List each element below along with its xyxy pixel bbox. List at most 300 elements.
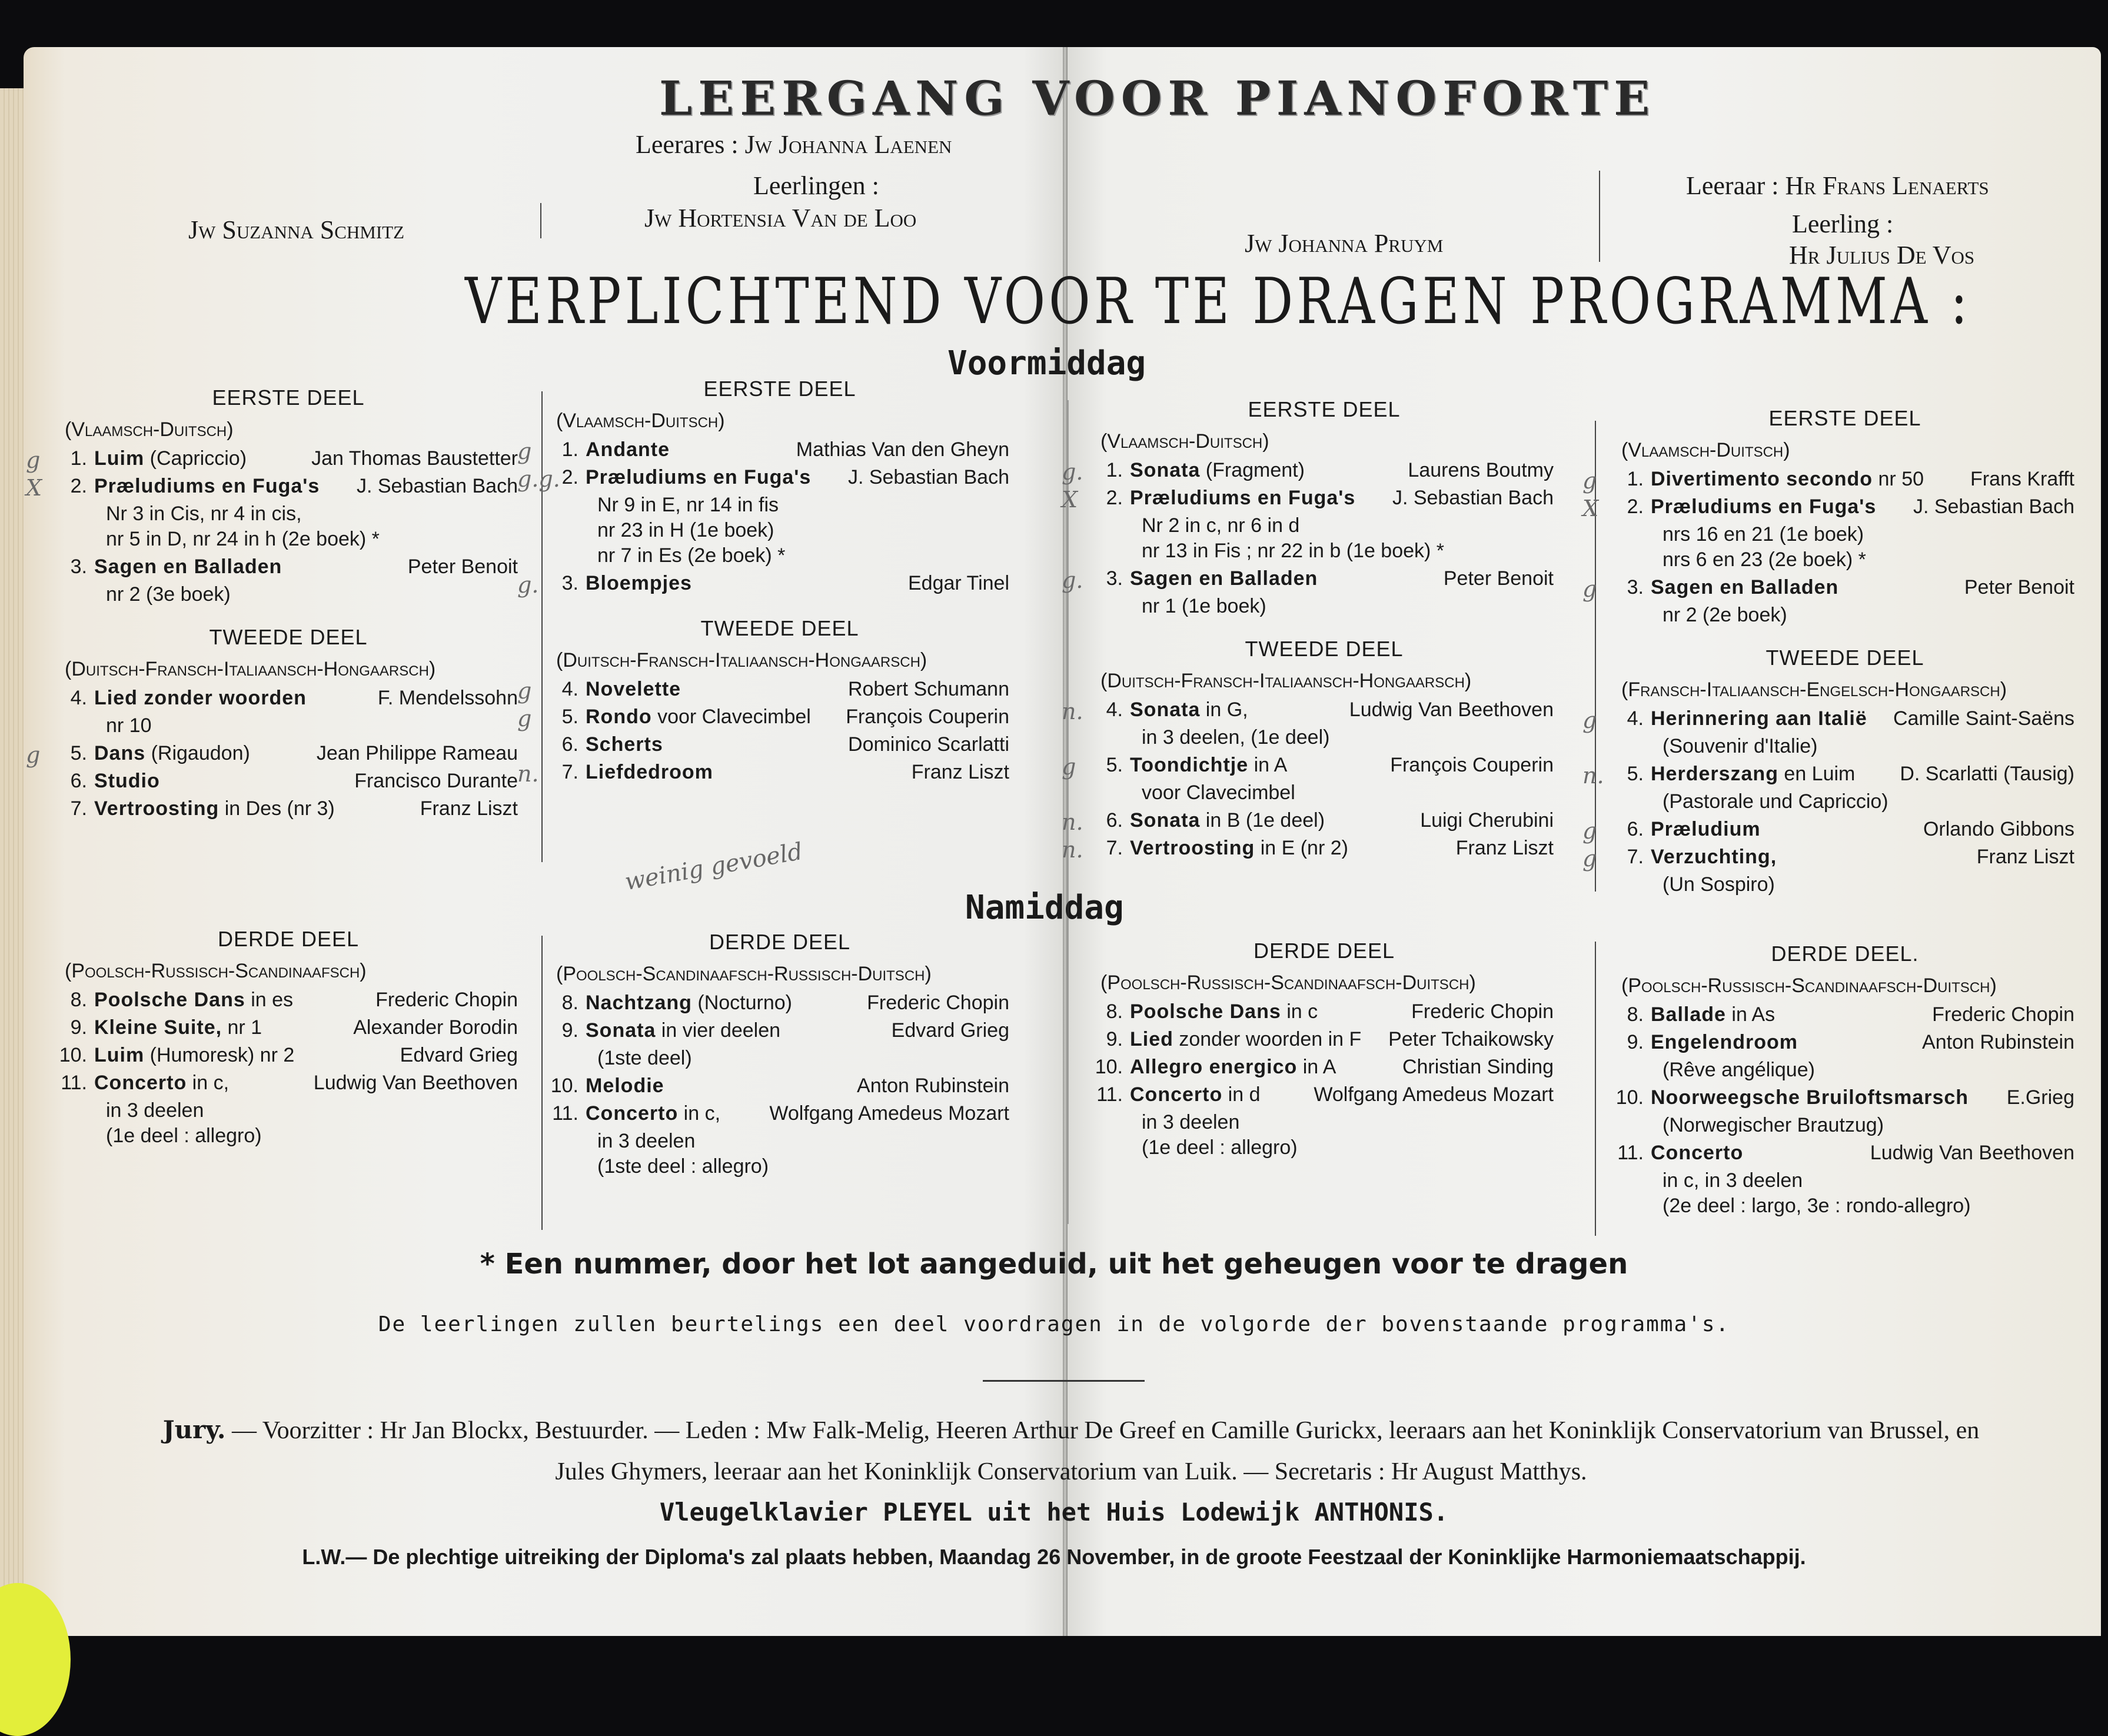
programme-item: [1095, 1000, 1554, 1023]
deel-heading: DERDE DEEL.: [1771, 942, 1919, 966]
item-title: Nachtzang: [586, 992, 692, 1014]
programme-column-1-eerste: [26, 385, 518, 825]
deel-heading: DERDE DEEL: [709, 930, 851, 954]
column-divider: [1595, 942, 1596, 1236]
item-number: 8.: [70, 989, 87, 1011]
item-detail: voor Clavecimbel: [1142, 781, 1295, 804]
item-composer: Camille Saint-Saëns: [1893, 707, 2074, 730]
item-detail: (1e deel : allegro): [1142, 1136, 1298, 1159]
deel-subheading: (Poolsch-Russisch-Scandinaafsch): [65, 960, 367, 982]
item-title: Sonata: [1130, 699, 1201, 721]
item-title: Lied: [1130, 1028, 1173, 1050]
item-composer: Edgar Tinel: [908, 572, 1009, 594]
item-number: 7.: [561, 761, 578, 783]
item-work: [1130, 809, 1420, 832]
item-composer: Franz Liszt: [1976, 846, 2074, 868]
item-title: Ballade: [1651, 1003, 1726, 1026]
item-composer: Anton Rubinstein: [1922, 1031, 2074, 1053]
item-title: Melodie: [586, 1075, 664, 1097]
item-work: [94, 770, 354, 793]
header-divider: [540, 203, 541, 238]
item-detail: nr 13 in Fis ; nr 22 in b (1e boek) *: [1142, 540, 1445, 562]
item-detail: nr 23 in H (1e boek): [597, 519, 774, 541]
item-work: [1651, 495, 1913, 518]
item-detail: in 3 deelen: [106, 1099, 204, 1122]
item-title: Herinnering aan Italië: [1651, 707, 1867, 730]
item-composer: Dominico Scarlatti: [848, 733, 1009, 756]
programme-item: [550, 1019, 1009, 1070]
programme-item: [1615, 1031, 2074, 1082]
item-composer: J. Sebastian Bach: [1392, 487, 1554, 509]
item-work: [94, 742, 317, 765]
item-title: Dans: [94, 742, 146, 764]
programme-item: [1615, 1003, 2074, 1026]
item-rest: (Capriccio): [144, 447, 247, 470]
item-title: Verzuchting,: [1651, 846, 1777, 868]
item-composer: D. Scarlatti (Tausig): [1900, 763, 2074, 785]
handwritten-mark: g: [517, 706, 532, 731]
item-detail: nrs 6 en 23 (2e boek) *: [1663, 548, 1866, 571]
item-composer: Frans Krafft: [1970, 468, 2074, 490]
item-title: Concerto: [1130, 1083, 1223, 1106]
item-number: 11.: [552, 1102, 578, 1125]
handwritten-mark: g: [517, 438, 532, 464]
deel-subheading: (Duitsch-Fransch-Italiaansch-Hongaarsch): [556, 649, 927, 671]
book-page-edges: [0, 88, 24, 1642]
item-title: Sonata: [1130, 809, 1201, 832]
item-number: 11.: [1096, 1083, 1123, 1106]
item-title: Sagen en Balladen: [1651, 576, 1839, 598]
item-detail: Nr 2 in c, nr 6 in d: [1142, 514, 1300, 537]
item-number: 6.: [1627, 818, 1644, 840]
item-composer: Anton Rubinstein: [857, 1075, 1009, 1097]
item-rest: (Humoresk) nr 2: [144, 1044, 295, 1066]
item-rest: in As: [1725, 1003, 1775, 1026]
programme-column-2-eerste: [517, 377, 1009, 789]
deel-heading: EERSTE DEEL: [212, 385, 365, 410]
item-work: [1651, 1003, 1932, 1026]
item-composer: Wolfgang Amedeus Mozart: [769, 1102, 1009, 1125]
programme-item: [59, 556, 518, 606]
item-composer: Mathias Van den Gheyn: [796, 438, 1009, 461]
item-title: Herderszang: [1651, 763, 1778, 785]
item-work: [586, 992, 867, 1015]
item-work: [1651, 846, 1977, 869]
handwritten-mark: g: [26, 447, 41, 473]
pupil-4: Hr Julius De Vos: [1789, 241, 1975, 270]
lw-note: L.W.— De plechtige uitreiking der Diploma's zal plaats hebben, Maandag 26 November, in de groote Feestzaal der Koninklijke Harmoniemaatschappij.: [302, 1545, 1806, 1569]
item-number: 6.: [561, 733, 578, 756]
item-detail: (1e deel : allegro): [106, 1125, 262, 1147]
item-title: Vertroosting: [94, 797, 220, 820]
item-composer: Franz Liszt: [911, 761, 1009, 783]
item-rest: zonder woorden in F: [1173, 1028, 1362, 1050]
item-number: 2.: [70, 475, 87, 497]
item-number: 6.: [1106, 809, 1123, 832]
deel-heading: TWEEDE DEEL: [209, 625, 368, 649]
programme-item: [1062, 459, 1554, 485]
programme-item: [59, 687, 518, 737]
deel-heading: TWEEDE DEEL: [1245, 637, 1404, 661]
item-title: Sonata: [586, 1019, 656, 1042]
item-number: 9.: [1627, 1031, 1644, 1053]
item-number: 6.: [70, 770, 87, 792]
item-rest: in E (nr 2): [1255, 837, 1348, 859]
handwritten-note: weinig gevoeld: [623, 837, 805, 896]
deel-heading: TWEEDE DEEL: [1765, 646, 1924, 670]
handwritten-mark: g.: [1062, 567, 1083, 593]
item-work: [1130, 567, 1444, 590]
programme-item: [1582, 468, 2074, 494]
item-number: 8.: [1106, 1000, 1123, 1023]
item-work: [1130, 837, 1456, 860]
handwritten-mark: g.: [517, 572, 539, 598]
item-composer: Franz Liszt: [420, 797, 518, 820]
item-number: 5.: [561, 706, 578, 728]
handwritten-mark: g: [1062, 754, 1076, 780]
item-title: Liefdedroom: [586, 761, 713, 783]
item-composer: Frederic Chopin: [375, 989, 518, 1011]
item-title: Poolsche Dans: [1130, 1000, 1281, 1023]
item-detail: nrs 16 en 21 (1e boek): [1663, 523, 1864, 546]
teacher-1-name: Jw Johanna Laenen: [744, 130, 952, 159]
item-number: 4.: [70, 687, 87, 709]
programme-item: [59, 1016, 518, 1039]
handwritten-mark: n.: [1062, 809, 1083, 835]
handwritten-mark: g: [26, 742, 41, 768]
item-work: [586, 678, 848, 701]
item-title: Luim: [94, 447, 145, 470]
deel-heading: EERSTE DEEL: [1248, 397, 1401, 421]
teacher-2-name: Hr Frans Lenaerts: [1785, 171, 1989, 200]
handwritten-mark: n.: [1062, 837, 1083, 863]
item-number: 7.: [1627, 846, 1644, 868]
item-number: 7.: [1106, 837, 1123, 859]
programme-item: [1582, 763, 2074, 813]
item-rest: (Rigaudon): [145, 742, 250, 764]
item-composer: Peter Benoit: [1964, 576, 2074, 598]
afternoon-heading: Namiddag: [965, 889, 1124, 927]
item-composer: Robert Schumann: [847, 678, 1009, 700]
item-work: [1651, 468, 1970, 491]
handwritten-mark: n.: [1062, 699, 1083, 724]
item-number: 3.: [561, 572, 578, 594]
deel-heading: TWEEDE DEEL: [700, 616, 859, 640]
item-title: Præludiums en Fuga's: [94, 475, 320, 497]
pupil-1: Jw Suzanna Schmitz: [188, 215, 405, 244]
spacer: [550, 600, 1009, 616]
programme-column-1-derde: [59, 927, 518, 1150]
deel-subheading: (Poolsch-Scandinaafsch-Russisch-Duitsch): [556, 963, 932, 985]
pupil-3: Jw Johanna Pruym: [1245, 229, 1444, 258]
item-title: Engelendroom: [1651, 1031, 1798, 1053]
programme-item: [517, 761, 1009, 787]
item-number: 10.: [1615, 1086, 1644, 1109]
item-work: [586, 438, 796, 461]
programme-item: [1095, 1083, 1554, 1159]
programme-item: [550, 1102, 1009, 1178]
programme-item: [26, 475, 518, 551]
item-composer: Frederic Chopin: [867, 992, 1009, 1014]
item-composer: Edvard Grieg: [891, 1019, 1009, 1042]
column-divider: [541, 936, 543, 1230]
document-title: LEERGANG VOOR PIANOFORTE: [659, 71, 1656, 126]
item-detail: in 3 deelen: [597, 1130, 696, 1152]
item-composer: Ludwig Van Beethoven: [313, 1072, 518, 1094]
item-work: [1651, 1086, 2007, 1109]
handwritten-mark: g: [1582, 707, 1597, 733]
item-composer: Alexander Borodin: [353, 1016, 518, 1039]
item-composer: Ludwig Van Beethoven: [1870, 1142, 2074, 1164]
item-number: 11.: [61, 1072, 87, 1094]
item-composer: E.Grieg: [2006, 1086, 2074, 1109]
spacer: [1095, 620, 1554, 637]
programme-column-4-derde: [1615, 942, 2074, 1220]
programme-item: [1582, 846, 2074, 896]
item-title: Noorweegsche Bruiloftsmarsch: [1651, 1086, 1969, 1109]
item-work: [94, 1044, 400, 1067]
programme-item: [517, 572, 1009, 598]
item-work: [94, 1016, 353, 1039]
item-title: Sagen en Balladen: [1130, 567, 1318, 590]
item-detail: (Rêve angélique): [1663, 1059, 1815, 1081]
item-work: [1130, 459, 1408, 482]
item-rest: en Luim: [1778, 763, 1856, 785]
programme-item: [1062, 809, 1554, 835]
item-composer: Luigi Cherubini: [1420, 809, 1554, 832]
item-number: 8.: [561, 992, 578, 1014]
item-composer: Edvard Grieg: [400, 1044, 518, 1066]
item-composer: Franz Liszt: [1455, 837, 1554, 859]
programme-item: [517, 678, 1009, 704]
item-number: 7.: [70, 797, 87, 820]
item-title: Præludiums en Fuga's: [586, 466, 812, 488]
item-work: [586, 1075, 857, 1098]
item-composer: Laurens Boutmy: [1408, 459, 1554, 481]
item-work: [586, 761, 912, 784]
piano-note: Vleugelklavier PLEYEL uit het Huis Lodewijk ANTHONIS.: [659, 1498, 1449, 1527]
item-title: Luim: [94, 1044, 145, 1066]
programme-item: [1062, 567, 1554, 618]
handwritten-mark: X: [1062, 487, 1078, 513]
item-detail: (2e deel : largo, 3e : rondo-allegro): [1663, 1195, 1971, 1217]
deel-heading: EERSTE DEEL: [1768, 406, 1921, 430]
item-work: [94, 556, 408, 578]
item-number: 1.: [561, 438, 578, 461]
programme-item: [550, 992, 1009, 1015]
item-detail: nr 7 in Es (2e boek) *: [597, 544, 786, 567]
pupils-label-1: Leerlingen :: [753, 171, 879, 200]
item-number: 11.: [1617, 1142, 1644, 1164]
item-work: [94, 989, 375, 1012]
programme-item: [1582, 707, 2074, 758]
item-work: [94, 475, 357, 498]
deel-subheading: (Fransch-Italiaansch-Engelsch-Hongaarsch): [1621, 679, 2007, 701]
item-composer: Ludwig Van Beethoven: [1349, 699, 1554, 721]
spacer: [1615, 629, 2074, 646]
item-number: 1.: [70, 447, 87, 470]
item-rest: nr 1: [222, 1016, 262, 1039]
pupil-2: Jw Hortensia Van de Loo: [644, 204, 917, 232]
programme-item: [1582, 495, 2074, 571]
item-detail: (Un Sospiro): [1663, 873, 1775, 896]
item-number: 3.: [1627, 576, 1644, 598]
item-number: 4.: [1106, 699, 1123, 721]
item-work: [1130, 754, 1390, 777]
item-title: Concerto: [586, 1102, 679, 1125]
item-title: Præludiums en Fuga's: [1130, 487, 1356, 509]
item-title: Lied zonder woorden: [94, 687, 307, 709]
programme-item: [59, 1072, 518, 1148]
item-number: 2.: [1106, 487, 1123, 509]
item-number: 9.: [70, 1016, 87, 1039]
item-rest: nr 50: [1873, 468, 1924, 490]
jury-text: — Voorzitter : Hr Jan Blockx, Bestuurder. — Leden : Mw Falk-Melig, Heeren Arthur De Greef en Camille Gurickx, leeraars aan het Koninklijk Conservatorium van Brussel, en Jules Ghymers, leeraar aan het Koninklijk Conservatorium van Luik. — Secretaris : Hr August Matthys.: [232, 1417, 1980, 1485]
item-work: [586, 706, 846, 729]
programme-item: [1582, 818, 2074, 844]
divider-rule: [983, 1380, 1145, 1382]
teacher-1: [636, 129, 952, 159]
item-number: 4.: [561, 678, 578, 700]
programme-item: [59, 1044, 518, 1067]
item-work: [1130, 487, 1392, 510]
handwritten-mark: g.: [1062, 459, 1083, 485]
jury-label: Jury.: [162, 1415, 226, 1444]
programme-item: [1062, 487, 1554, 563]
deel-subheading: (Duitsch-Fransch-Italiaansch-Hongaarsch): [1100, 670, 1472, 692]
item-work: [586, 1102, 769, 1125]
item-work: [1130, 1000, 1411, 1023]
item-rest: in G,: [1200, 699, 1248, 721]
deel-subheading: (Duitsch-Fransch-Italiaansch-Hongaarsch): [65, 658, 436, 680]
item-detail: (Norwegischer Brautzug): [1663, 1114, 1884, 1136]
item-composer: Frederic Chopin: [1411, 1000, 1554, 1023]
item-composer: Wolfgang Amedeus Mozart: [1314, 1083, 1554, 1106]
item-detail: in 3 deelen, (1e deel): [1142, 726, 1330, 749]
handwritten-mark: g: [517, 678, 532, 704]
item-rest: in c,: [678, 1102, 721, 1125]
handwritten-mark: g: [1582, 576, 1597, 602]
item-number: 2.: [561, 466, 578, 488]
handwritten-mark: n.: [517, 761, 539, 787]
handwritten-mark: X: [1582, 495, 1599, 521]
item-title: Sonata: [1130, 459, 1201, 481]
item-title: Poolsche Dans: [94, 989, 245, 1011]
spacer: [59, 608, 518, 625]
deel-subheading: (Vlaamsch-Duitsch): [1621, 439, 1790, 461]
item-work: [586, 733, 848, 756]
item-detail: in c, in 3 deelen: [1663, 1169, 1803, 1192]
item-composer: François Couperin: [1390, 754, 1554, 776]
header-divider: [1599, 171, 1600, 262]
item-number: 9.: [561, 1019, 578, 1042]
programme-column-3-derde: [1095, 939, 1554, 1162]
pupils-label-2: Leerling :: [1792, 209, 1894, 238]
item-composer: Orlando Gibbons: [1923, 818, 2074, 840]
teacher-2-label: Leeraar :: [1686, 171, 1779, 200]
item-detail: nr 2 (2e boek): [1663, 604, 1787, 626]
item-title: Rondo: [586, 706, 652, 728]
item-number: 3.: [70, 556, 87, 578]
programme-item: [1615, 1142, 2074, 1218]
item-rest: (Nocturno): [691, 992, 792, 1014]
programme-column-3-eerste: [1062, 397, 1554, 864]
deel-subheading: (Poolsch-Russisch-Scandinaafsch-Duitsch): [1621, 975, 1997, 997]
handwritten-mark: n.: [1582, 763, 1604, 789]
programme-item: [59, 797, 518, 820]
item-composer: Christian Sinding: [1402, 1056, 1554, 1078]
handwritten-mark: g.g.: [517, 466, 560, 492]
item-number: 9.: [1106, 1028, 1123, 1050]
item-composer: Jean Philippe Rameau: [316, 742, 518, 764]
item-composer: Peter Tchaikowsky: [1388, 1028, 1554, 1050]
item-title: Vertroosting: [1130, 837, 1255, 859]
item-rest: voor Clavecimbel: [651, 706, 811, 728]
item-title: Concerto: [94, 1072, 187, 1094]
programme-item: [517, 706, 1009, 731]
item-detail: nr 5 in D, nr 24 in h (2e boek) *: [106, 528, 380, 550]
item-work: [1130, 1028, 1388, 1051]
item-rest: (Fragment): [1200, 459, 1305, 481]
item-composer: F. Mendelssohn: [377, 687, 518, 709]
item-title: Kleine Suite,: [94, 1016, 222, 1039]
item-work: [586, 466, 848, 489]
column-divider: [541, 391, 543, 862]
item-work: [1651, 1142, 1870, 1165]
item-work: [94, 797, 420, 820]
deel-subheading: (Vlaamsch-Duitsch): [556, 410, 725, 432]
item-number: 10.: [550, 1075, 578, 1097]
item-work: [1651, 1031, 1922, 1054]
item-rest: in es: [245, 989, 294, 1011]
item-number: 3.: [1106, 567, 1123, 590]
programme-item: [26, 447, 518, 473]
teacher-2: [1686, 171, 1989, 201]
morning-heading: Voormiddag: [947, 344, 1146, 383]
item-work: [1651, 818, 1923, 841]
item-rest: in d: [1222, 1083, 1261, 1106]
item-number: 5.: [1106, 754, 1123, 776]
deel-subheading: (Poolsch-Russisch-Scandinaafsch-Duitsch): [1100, 972, 1476, 994]
programme-item: [550, 1075, 1009, 1098]
item-detail: (1ste deel : allegro): [597, 1155, 769, 1178]
item-title: Concerto: [1651, 1142, 1744, 1164]
deel-subheading: (Vlaamsch-Duitsch): [1100, 430, 1269, 453]
item-composer: J. Sebastian Bach: [1913, 495, 2074, 518]
item-rest: in c,: [187, 1072, 230, 1094]
item-composer: Francisco Durante: [354, 770, 518, 792]
item-detail: nr 1 (1e boek): [1142, 595, 1266, 617]
item-title: Allegro energico: [1130, 1056, 1298, 1078]
programme-item: [59, 770, 518, 793]
item-title: Studio: [94, 770, 160, 792]
item-composer: François Couperin: [846, 706, 1009, 728]
item-detail: in 3 deelen: [1142, 1111, 1240, 1133]
item-work: [1130, 1083, 1314, 1106]
handwritten-mark: g: [1582, 846, 1597, 872]
item-rest: in vier deelen: [656, 1019, 781, 1042]
item-rest: in A: [1297, 1056, 1336, 1078]
jury-paragraph: [159, 1409, 1983, 1492]
item-number: 10.: [59, 1044, 87, 1066]
item-rest: in Des (nr 3): [219, 797, 335, 820]
deel-heading: EERSTE DEEL: [703, 377, 856, 401]
deel-heading: DERDE DEEL: [1253, 939, 1395, 963]
item-detail: (Souvenir d'Italie): [1663, 735, 1818, 757]
item-detail: (1ste deel): [597, 1047, 692, 1069]
programme-item: [1582, 576, 2074, 627]
item-work: [1130, 1056, 1402, 1079]
